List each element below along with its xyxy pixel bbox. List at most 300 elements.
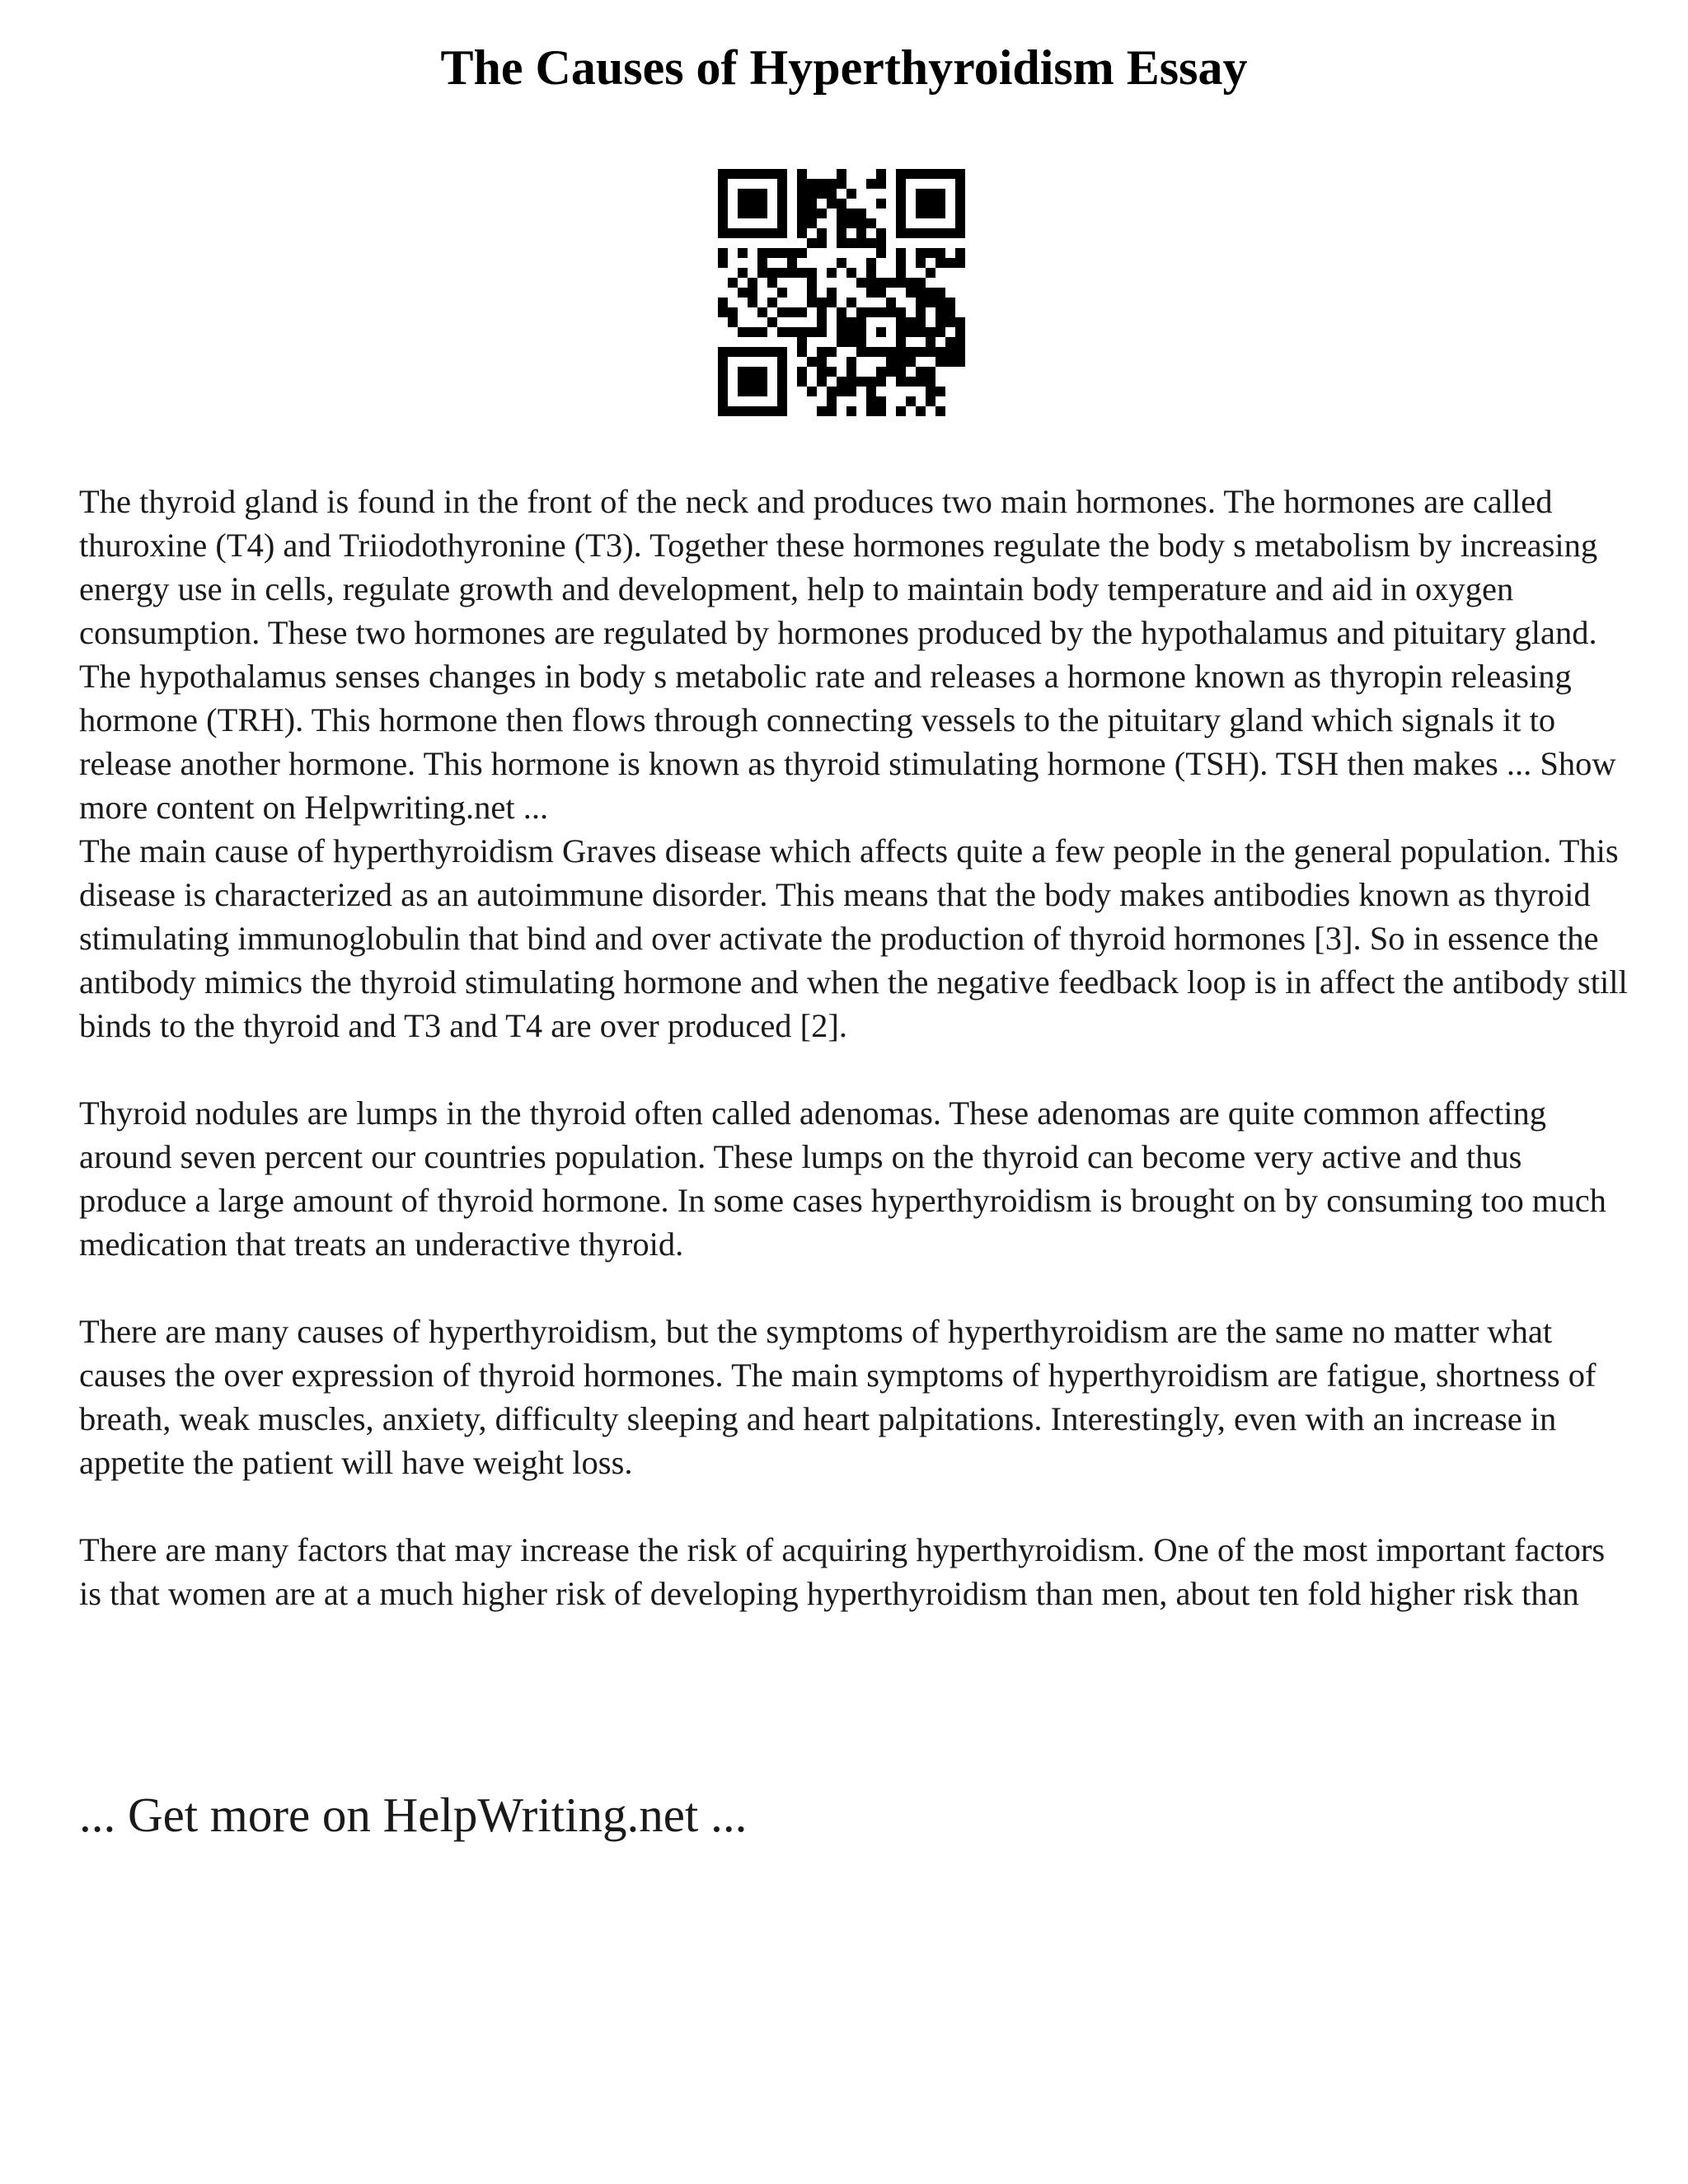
qr-module (748, 278, 757, 288)
qr-module (807, 278, 817, 288)
qr-module (856, 218, 866, 228)
qr-module (846, 268, 856, 278)
qr-module (718, 189, 728, 199)
qr-module (866, 377, 876, 387)
qr-module (797, 268, 807, 278)
qr-module (777, 406, 787, 416)
qr-module (896, 337, 906, 347)
qr-module (718, 248, 728, 258)
qr-module (846, 387, 856, 396)
qr-module (827, 199, 837, 209)
qr-module (896, 258, 906, 268)
qr-module (718, 209, 728, 218)
qr-module (866, 406, 876, 416)
qr-module (797, 307, 807, 317)
qr-module (718, 396, 728, 406)
qr-module (787, 248, 797, 258)
qr-module (896, 189, 906, 199)
paragraph-1: The thyroid gland is found in the front of the neck and produces two main hormones. The hormones are called thuroxine (T4) and Triiodothyronine (T3). Together these hormones regulate the body s metabolism by increasing energy use in cells, regulate growth and development, help to maintain body temperature and aid in oxygen consumption. These two hormones are regulated by hormones produced by the hypothalamus and pituitary gland. The hypothalamus senses changes in body s metabolic rate and releases a hormone known as thyropin releasing hormone (TRH). This hormone then flows through connecting vessels to the pituitary gland which signals it to release another hormone. This hormone is known as thyroid stimulating hormone (TSH). TSH then makes ... Show more content on Helpwriting.net ... (79, 483, 1616, 826)
qr-module (896, 317, 906, 327)
qr-module (787, 268, 797, 278)
qr-module (817, 377, 827, 387)
qr-module (777, 248, 787, 258)
qr-module (767, 406, 777, 416)
get-more-link[interactable]: ... Get more on HelpWriting.net ... (79, 1788, 748, 1842)
qr-module (916, 248, 926, 258)
qr-module (827, 179, 837, 189)
qr-module (876, 406, 886, 416)
qr-module (945, 317, 955, 327)
qr-module (935, 387, 945, 396)
qr-module (926, 347, 935, 357)
qr-module (827, 406, 837, 416)
qr-module (945, 298, 955, 307)
qr-module (837, 377, 846, 387)
qr-module (827, 189, 837, 199)
qr-module (817, 367, 827, 377)
qr-module (777, 327, 787, 337)
qr-module (738, 209, 748, 218)
qr-module (817, 307, 827, 317)
qr-module (856, 307, 866, 317)
qr-module (837, 218, 846, 228)
qr-module (876, 377, 886, 387)
qr-module (935, 248, 945, 258)
qr-module (757, 327, 767, 337)
qr-module (846, 367, 856, 377)
qr-module (748, 367, 757, 377)
qr-module (926, 228, 935, 238)
qr-module (935, 317, 945, 327)
qr-module (718, 367, 728, 377)
qr-module (738, 367, 748, 377)
qr-module (718, 228, 728, 238)
qr-module (935, 209, 945, 218)
qr-module (935, 189, 945, 199)
qr-module (926, 387, 935, 396)
qr-code-icon (718, 169, 965, 416)
qr-module (827, 347, 837, 357)
qr-module (916, 317, 926, 327)
qr-module (926, 377, 935, 387)
qr-module (777, 179, 787, 189)
qr-module (767, 169, 777, 179)
qr-module (926, 396, 935, 406)
qr-module (916, 406, 926, 416)
qr-module (935, 228, 945, 238)
qr-module (945, 337, 955, 347)
qr-module (738, 347, 748, 357)
qr-module (846, 406, 856, 416)
qr-module (807, 288, 817, 298)
qr-module (926, 298, 935, 307)
qr-module (876, 248, 886, 258)
qr-module (807, 209, 817, 218)
qr-module (955, 189, 965, 199)
qr-module (757, 258, 767, 268)
qr-module (935, 169, 945, 179)
qr-module (718, 298, 728, 307)
qr-module (866, 218, 876, 228)
qr-module (797, 209, 807, 218)
qr-module (797, 218, 807, 228)
qr-module (886, 357, 896, 367)
qr-module (916, 169, 926, 179)
qr-module (935, 327, 945, 337)
qr-module (906, 278, 916, 288)
qr-module (886, 367, 896, 377)
qr-module (896, 406, 906, 416)
qr-module (916, 258, 926, 268)
qr-module (876, 396, 886, 406)
qr-module (896, 199, 906, 209)
qr-module (896, 357, 906, 367)
qr-module (728, 278, 738, 288)
qr-module (856, 278, 866, 288)
qr-module (955, 337, 965, 347)
qr-module (926, 209, 935, 218)
qr-module (916, 327, 926, 337)
qr-module (738, 268, 748, 278)
qr-module (916, 377, 926, 387)
qr-module (846, 209, 856, 218)
qr-module (837, 209, 846, 218)
qr-module (846, 189, 856, 199)
qr-module (757, 199, 767, 209)
qr-module (896, 179, 906, 189)
qr-module (718, 357, 728, 367)
qr-module (777, 268, 787, 278)
qr-module (837, 307, 846, 317)
qr-module (797, 327, 807, 337)
qr-code-graphic (718, 169, 965, 416)
qr-module (866, 258, 876, 268)
qr-module (926, 189, 935, 199)
qr-module (886, 307, 896, 317)
qr-module (906, 347, 916, 357)
qr-module (945, 357, 955, 367)
qr-module (767, 298, 777, 307)
qr-module (817, 327, 827, 337)
qr-module (807, 218, 817, 228)
qr-module (846, 298, 856, 307)
qr-module (837, 238, 846, 248)
paragraph-3: Thyroid nodules are lumps in the thyroid often called adenomas. These adenomas are quite common affecting around seven percent our countries population. These lumps on the thyroid can become very active and thus produce a large amount of thyroid hormone. In some cases hyperthyroidism is brought on by consuming too much medication that treats an underactive thyroid. (79, 1094, 1606, 1263)
qr-module (886, 298, 896, 307)
qr-module (777, 189, 787, 199)
qr-module (807, 268, 817, 278)
qr-module (767, 347, 777, 357)
qr-module (728, 317, 738, 327)
qr-module (807, 189, 817, 199)
qr-module (896, 268, 906, 278)
qr-module (856, 327, 866, 337)
qr-module (896, 367, 906, 377)
qr-module (866, 307, 876, 317)
qr-module (797, 367, 807, 377)
qr-module (777, 396, 787, 406)
qr-module (876, 169, 886, 179)
qr-module (797, 169, 807, 179)
qr-module (807, 298, 817, 307)
qr-module (797, 179, 807, 189)
qr-module (906, 327, 916, 337)
qr-module (748, 377, 757, 387)
qr-module (856, 337, 866, 347)
qr-module (728, 307, 738, 317)
qr-module (837, 317, 846, 327)
qr-module (748, 288, 757, 298)
qr-module (757, 387, 767, 396)
qr-module (807, 387, 817, 396)
qr-module (945, 228, 955, 238)
qr-module (757, 228, 767, 238)
qr-module (906, 228, 916, 238)
qr-module (738, 169, 748, 179)
qr-module (935, 347, 945, 357)
qr-module (777, 347, 787, 357)
qr-module (738, 387, 748, 396)
qr-module (718, 307, 728, 317)
qr-module (837, 169, 846, 179)
qr-module (866, 238, 876, 248)
qr-module (906, 396, 916, 406)
qr-module (876, 327, 886, 337)
qr-module (757, 307, 767, 317)
qr-module (767, 248, 777, 258)
qr-module (718, 199, 728, 209)
qr-module (738, 406, 748, 416)
qr-module (837, 327, 846, 337)
qr-module (935, 298, 945, 307)
qr-module (935, 199, 945, 209)
qr-module (807, 357, 817, 367)
qr-module (787, 327, 797, 337)
qr-module (777, 228, 787, 238)
qr-module (757, 367, 767, 377)
qr-module (738, 248, 748, 258)
qr-module (757, 268, 767, 278)
qr-module (856, 228, 866, 238)
qr-module (896, 209, 906, 218)
qr-module (906, 357, 916, 367)
qr-module (926, 268, 935, 278)
qr-module (797, 248, 807, 258)
qr-module (767, 228, 777, 238)
qr-module (748, 406, 757, 416)
qr-module (906, 317, 916, 327)
qr-module (876, 228, 886, 238)
qr-module (718, 347, 728, 357)
qr-module (935, 307, 945, 317)
qr-module (797, 189, 807, 199)
qr-module (926, 169, 935, 179)
qr-module (955, 199, 965, 209)
qr-module (945, 347, 955, 357)
qr-module (728, 169, 738, 179)
qr-module (896, 218, 906, 228)
qr-module (945, 307, 955, 317)
qr-module (846, 377, 856, 387)
qr-module (748, 189, 757, 199)
qr-module (718, 387, 728, 396)
qr-module (926, 288, 935, 298)
qr-module (886, 278, 896, 288)
page-title: The Causes of Hyperthyroidism Essay (440, 40, 1248, 95)
qr-module (926, 248, 935, 258)
qr-module (945, 258, 955, 268)
qr-module (876, 307, 886, 317)
qr-module (797, 337, 807, 347)
qr-module (757, 406, 767, 416)
qr-module (767, 268, 777, 278)
qr-module (807, 179, 817, 189)
qr-module (827, 396, 837, 406)
qr-module (955, 209, 965, 218)
qr-module (916, 298, 926, 307)
qr-module (748, 347, 757, 357)
qr-module (817, 298, 827, 307)
qr-module (926, 367, 935, 377)
qr-module (777, 307, 787, 317)
qr-module (817, 179, 827, 189)
qr-module (827, 268, 837, 278)
qr-module (817, 406, 827, 416)
qr-module (777, 357, 787, 367)
qr-module (846, 317, 856, 327)
qr-module (777, 288, 787, 298)
qr-module (738, 228, 748, 238)
qr-module (817, 209, 827, 218)
qr-module (757, 189, 767, 199)
qr-module (777, 377, 787, 387)
qr-module (817, 357, 827, 367)
qr-module (837, 199, 846, 209)
qr-module (955, 218, 965, 228)
qr-module (718, 169, 728, 179)
qr-module (787, 307, 797, 317)
qr-module (916, 209, 926, 218)
qr-module (856, 377, 866, 387)
qr-module (846, 357, 856, 367)
qr-module (916, 199, 926, 209)
qr-module (846, 218, 856, 228)
qr-module (777, 387, 787, 396)
qr-module (767, 278, 777, 288)
qr-module (728, 347, 738, 357)
qr-module (935, 258, 945, 268)
qr-module (846, 238, 856, 248)
qr-module (797, 228, 807, 238)
qr-module (896, 307, 906, 317)
qr-module (896, 228, 906, 238)
qr-module (748, 209, 757, 218)
qr-module (916, 189, 926, 199)
qr-module (866, 396, 876, 406)
qr-module (718, 179, 728, 189)
qr-module (738, 288, 748, 298)
qr-module (896, 278, 906, 288)
qr-module (777, 199, 787, 209)
qr-module (856, 209, 866, 218)
qr-module (787, 258, 797, 268)
qr-module (896, 169, 906, 179)
qr-module (718, 377, 728, 387)
qr-module (916, 347, 926, 357)
qr-module (837, 179, 846, 189)
qr-module (856, 238, 866, 248)
essay-body (79, 480, 1629, 1615)
qr-module (817, 347, 827, 357)
qr-module (896, 248, 906, 258)
qr-module (837, 258, 846, 268)
qr-module (955, 357, 965, 367)
qr-module (738, 189, 748, 199)
qr-module (738, 327, 748, 337)
qr-module (827, 367, 837, 377)
qr-module (817, 317, 827, 327)
qr-module (876, 288, 886, 298)
qr-module (738, 199, 748, 209)
qr-module (916, 228, 926, 238)
qr-module (748, 228, 757, 238)
paragraph-4: There are many causes of hyperthyroidism, but the symptoms of hyperthyroidism are the same no matter what causes the over expression of thyroid hormones. The main symptoms of hyperthyroidism are fatigue, shortness of breath, weak muscles, anxiety, difficulty sleeping and heart palpitations. Interestingly, even with an increase in appetite the patient will have weight loss. (79, 1313, 1597, 1481)
qr-module (837, 387, 846, 396)
qr-module (955, 248, 965, 258)
qr-module (817, 189, 827, 199)
qr-module (955, 179, 965, 189)
qr-module (886, 347, 896, 357)
qr-module (807, 238, 817, 248)
qr-module (876, 179, 886, 189)
qr-module (757, 169, 767, 179)
qr-module (916, 367, 926, 377)
qr-module (876, 238, 886, 248)
qr-module (757, 347, 767, 357)
qr-module (866, 288, 876, 298)
qr-module (846, 327, 856, 337)
qr-module (728, 228, 738, 238)
qr-module (866, 347, 876, 357)
qr-module (728, 406, 738, 416)
qr-module (926, 337, 935, 347)
paragraph-2: The main cause of hyperthyroidism Graves disease which affects quite a few people in the general population. This disease is characterized as an autoimmune disorder. This means that the body makes antibodies known as thyroid stimulating immunoglobulin that bind and over activate the production of thyroid hormones [3]. So in essence the antibody mimics the thyroid stimulating hormone and when the negative feedback loop is in affect the antibody still binds to the thyroid and T3 and T4 are over produced [2]. (79, 832, 1628, 1044)
qr-module (935, 288, 945, 298)
qr-module (935, 406, 945, 416)
qr-module (876, 367, 886, 377)
qr-module (896, 327, 906, 337)
qr-module (945, 169, 955, 179)
qr-module (866, 387, 876, 396)
qr-module (757, 248, 767, 258)
qr-module (935, 357, 945, 367)
qr-module (777, 169, 787, 179)
qr-module (906, 377, 916, 387)
qr-module (797, 347, 807, 357)
qr-module (748, 169, 757, 179)
qr-module (916, 278, 926, 288)
qr-module (916, 288, 926, 298)
qr-module (955, 228, 965, 238)
qr-module (797, 199, 807, 209)
qr-module (718, 218, 728, 228)
qr-module (955, 258, 965, 268)
qr-module (827, 298, 837, 307)
qr-module (876, 278, 886, 288)
qr-module (926, 199, 935, 209)
qr-module (866, 278, 876, 288)
qr-module (718, 406, 728, 416)
